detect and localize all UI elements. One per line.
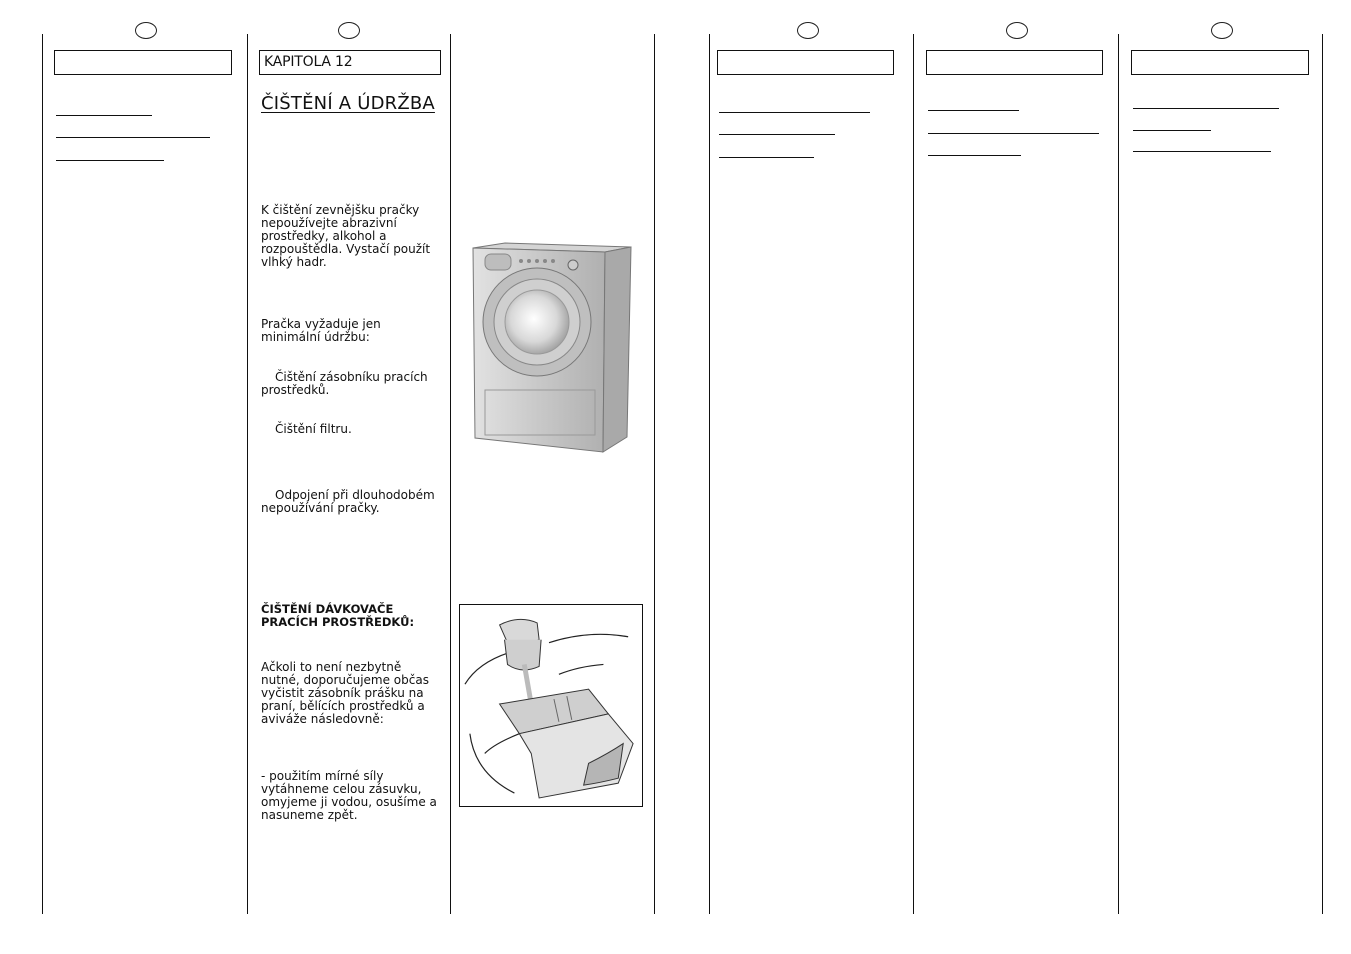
chapter-label: KAPITOLA 12 <box>264 54 353 70</box>
washing-machine-illustration <box>465 240 637 455</box>
language-marker <box>338 22 360 39</box>
title-underline <box>928 155 1021 156</box>
column-divider <box>42 34 43 914</box>
title-underline <box>56 115 152 116</box>
title-underline <box>56 137 210 138</box>
paragraph-drawer-steps: - použitím mírné síly vytáhneme celou zásuvku, omyjeme ji vodou, osušíme a nasuneme zpět. <box>261 769 437 822</box>
detergent-drawer-rinse-illustration <box>459 604 643 807</box>
title-underline <box>928 110 1019 111</box>
chapter-header-box <box>54 50 232 75</box>
list-item: Čištění filtru. <box>275 422 352 436</box>
column-divider <box>247 34 248 914</box>
chapter-header-box <box>717 50 894 75</box>
title-underline <box>719 157 814 158</box>
chapter-header-box <box>926 50 1103 75</box>
section-heading: ČIŠTĚNÍ DÁVKOVAČE PRACÍCH PROSTŘEDKŮ: <box>261 602 415 629</box>
paragraph-maintenance-intro: Pračka vyžaduje jen minimální údržbu: <box>261 317 381 344</box>
title-underline <box>719 112 870 113</box>
chapter-header-box <box>259 50 441 75</box>
list-item: Čištění zásobníku pracích prostředků. <box>261 370 428 397</box>
column-divider <box>913 34 914 914</box>
language-marker <box>1006 22 1028 39</box>
column-divider <box>450 34 451 914</box>
paragraph-exterior-cleaning: K čištění zevnějšku pračky nepoužívejte abrazivní prostředky, alkohol a rozpouštědla. Vystačí použít vlhký hadr. <box>261 203 431 269</box>
title-underline <box>1133 108 1279 109</box>
title-underline <box>1133 130 1211 131</box>
language-marker <box>1211 22 1233 39</box>
list-item: Odpojení při dlouhodobém nepoužívání pračky. <box>261 488 435 515</box>
language-marker <box>135 22 157 39</box>
column-divider <box>654 34 655 914</box>
column-divider <box>709 34 710 914</box>
language-marker <box>797 22 819 39</box>
column-divider <box>1322 34 1323 914</box>
title-underline <box>1133 151 1271 152</box>
title-underline <box>928 133 1099 134</box>
title-underline <box>719 134 835 135</box>
chapter-header-box <box>1131 50 1309 75</box>
paragraph-dispenser-cleaning: Ačkoli to není nezbytně nutné, doporučujeme občas vyčistit zásobník prášku na praní, bělících prostředků a aviváže následovně: <box>261 660 429 726</box>
column-divider <box>1118 34 1119 914</box>
chapter-title: ČIŠTĚNÍ A ÚDRŽBA <box>261 93 435 114</box>
title-underline <box>56 160 164 161</box>
